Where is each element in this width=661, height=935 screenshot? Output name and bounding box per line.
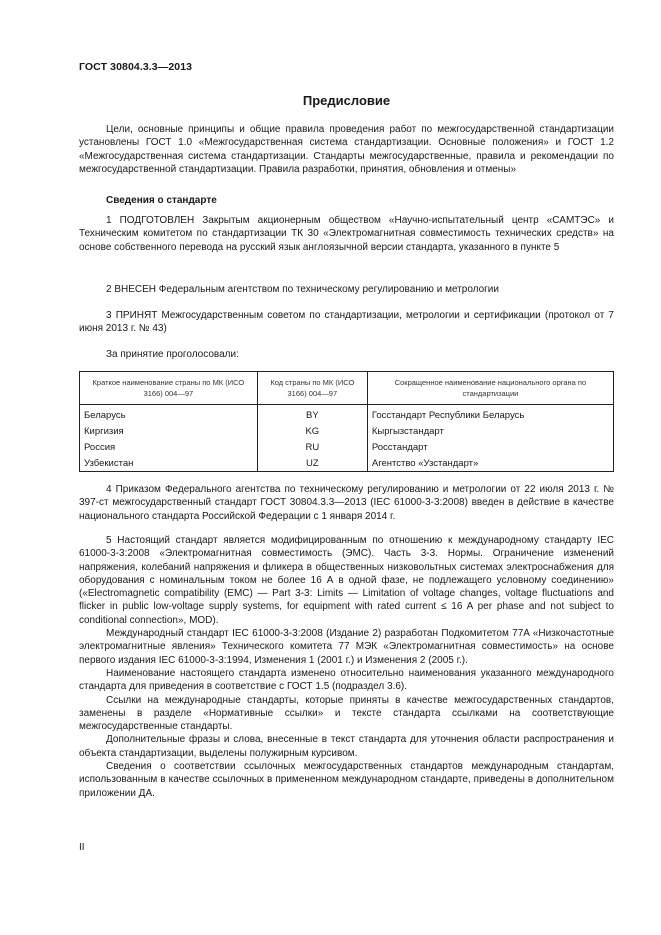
table-cell-body: Госстандарт Республики Беларусь <box>367 405 613 424</box>
item4-paragraph: 4 Приказом Федерального агентства по техническому регулированию и метрологии от 22 июля 2013 г. № 397-ст межгосударственный стандарт ГОСТ 30804.3.3—2013 (IEC 61000-3-3:2008) введен в действие в качестве национального стандарта Российской Федерации с 1 января 2014 г. <box>79 484 614 522</box>
item5-paragraph-1: 5 Настоящий стандарт является модифицированным по отношению к международному стандарту IEC 61000-3-3:2008 «Электромагнитная совместимость (ЭМС). Часть 3-3. Нормы. Ограничение изменений напряжения, колебаний напряжения и фликера в общественных низковольтных системах электроснабжения для оборудования с номинальным током не более 16 А в одной фазе, не подлежащего условному соединению» («Electromagnetic compatibility (EMC) — Part 3-3: Limits — Limitation of voltage changes, voltage fluctuations and flicker in public low-voltage supply systems, for equipment with rated current ≤ 16 A per phase and not subject to conditional connection», MOD). <box>79 535 614 626</box>
table-header-country: Краткое наименование страны по МК (ИСО 3166) 004—97 <box>80 372 258 405</box>
intro-paragraph: Цели, основные принципы и общие правила проведения работ по межгосударственной стандартизации установлены ГОСТ 1.0 «Межгосударственная система стандартизации. Основные положения» и ГОСТ 1.2 «Межгосударственная система стандартизации. Стандарты межгосударственные, правила и рекомендации по межгосударственной стандартизации. Правила разработки, принятия, обновления и отмены» <box>79 124 614 175</box>
item5-paragraph-2: Международный стандарт IEC 61000-3-3:2008 (Издание 2) разработан Подкомитетом 77A «Низкочастотные электромагнитные явления» Технического комитета 77 МЭК «Электромагнитная совместимость» на основе первого издания IEC 61000-3-3:1994, Изменения 1 (2001 г.) и Изменения 2 (2005 г.). <box>79 628 614 666</box>
item5-paragraph-3: Наименование настоящего стандарта изменено относительно наименования указанного международного стандарта для приведения в соответствие с ГОСТ 1.5 (подраздел 3.6). <box>79 667 614 693</box>
table-header-body: Сокращенное наименование национального органа по стандартизации <box>367 372 613 405</box>
table-cell-country: Беларусь <box>80 405 258 424</box>
table-row <box>80 423 614 439</box>
table-cell-body: Росстандарт <box>367 439 613 455</box>
table-cell-code: BY <box>257 405 367 424</box>
page-number: II <box>79 842 85 853</box>
intro-block <box>79 123 614 176</box>
table-cell-body: Кыргызстандарт <box>367 423 613 439</box>
item5-paragraph-5: Дополнительные фразы и слова, внесенные в текст стандарта для уточнения области распространения и объекта стандартизации, выделены полужирным курсивом. <box>79 734 614 759</box>
voting-label-block <box>79 348 614 361</box>
item1-paragraph: 1 ПОДГОТОВЛЕН Закрытым акционерным обществом «Научно-испытательный центр «САМТЭС» и Техническим комитетом по стандартизации ТК 30 «Электромагнитная совместимость технических средств» на основе собственного перевода на русский язык англоязычной версии стандарта, указанного в пункте 5 <box>79 215 614 253</box>
item4-block <box>79 483 614 523</box>
table-header-code: Код страны по МК (ИСО 3166) 004—97 <box>257 372 367 405</box>
table-cell-body: Агентство «Узстандарт» <box>367 455 613 472</box>
table-header-row <box>80 372 614 405</box>
item5-block <box>79 534 614 800</box>
document-code: ГОСТ 30804.3.3—2013 <box>79 61 193 73</box>
item5-paragraph-4: Ссылки на международные стандарты, которые приняты в качестве межгосударственных стандартов, заменены в разделе «Нормативные ссылки» и тексте стандарта ссылками на соответствующие межгосударственные стандарты. <box>79 694 614 733</box>
table-cell-code: KG <box>257 423 367 439</box>
item2-paragraph: 2 ВНЕСЕН Федеральным агентством по техническому регулированию и метрологии <box>106 284 499 295</box>
item5-paragraph-6: Сведения о соответствии ссылочных межгосударственных стандартов международным стандартам, использованным в качестве ссылочных в примененном международном стандарте, приведены в дополнительном приложении ДА. <box>79 761 614 799</box>
item2-block <box>79 283 614 296</box>
table-cell-code: RU <box>257 439 367 455</box>
item3-paragraph: 3 ПРИНЯТ Межгосударственным советом по стандартизации, метрологии и сертификации (протокол от 7 июня 2013 г. № 43) <box>79 310 614 335</box>
item1-block <box>79 214 614 254</box>
table-cell-country: Киргизия <box>80 423 258 439</box>
page-title: Предисловие <box>302 93 391 108</box>
voting-label: За принятие проголосовали: <box>106 349 239 360</box>
table-row <box>80 405 614 424</box>
section-heading: Сведения о стандарте <box>106 195 217 206</box>
table-cell-country: Узбекистан <box>80 455 258 472</box>
table-row <box>80 439 614 455</box>
table-cell-country: Россия <box>80 439 258 455</box>
table-row <box>80 455 614 472</box>
item3-block <box>79 309 614 336</box>
voting-table <box>79 371 614 472</box>
table-cell-code: UZ <box>257 455 367 472</box>
